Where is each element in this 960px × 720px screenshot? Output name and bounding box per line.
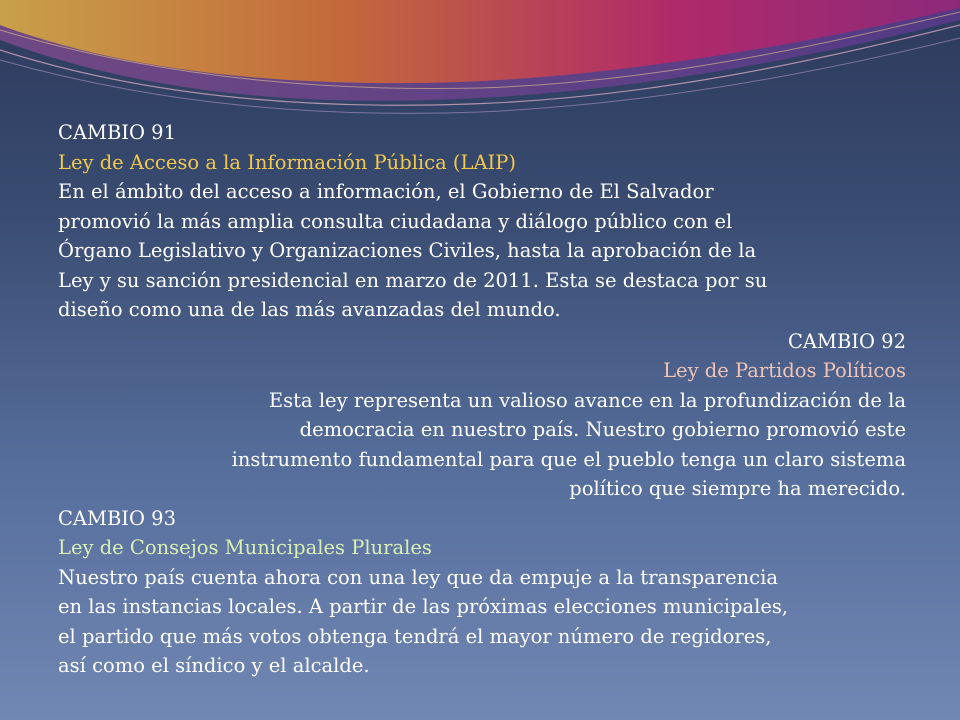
- cambio-93-heading: CAMBIO 93: [58, 506, 176, 530]
- slide-content: [58, 118, 906, 681]
- cambio-92-line: instrumento fundamental para que el pueblo tenga un claro sistema: [231, 447, 906, 471]
- cambio-91-heading: CAMBIO 91: [58, 121, 176, 144]
- cambio-93-block: [58, 504, 906, 681]
- cambio-92-line: Esta ley representa un valioso avance en la profundización de la: [268, 388, 906, 412]
- cambio-92-line: democracia en nuestro país. Nuestro gobierno promovió este: [299, 418, 906, 441]
- cambio-91-line: En el ámbito del acceso a información, el Gobierno de El Salvador: [58, 180, 714, 203]
- cambio-92-heading: CAMBIO 92: [788, 329, 906, 353]
- cambio-91-line: Órgano Legislativo y Organizaciones Civiles, hasta la aprobación de la: [58, 239, 757, 262]
- cambio-93-line: Nuestro país cuenta ahora con una ley que da empuje a la transparencia: [58, 565, 778, 589]
- decorative-wave-banner: [0, 0, 960, 130]
- cambio-92-block: [58, 327, 906, 504]
- cambio-91-line: Ley y su sanción presidencial en marzo de 2011. Esta se destaca por su: [58, 268, 768, 292]
- cambio-91-line: promovió la más amplia consulta ciudadana y diálogo público con el: [58, 209, 733, 233]
- cambio-91-block: [58, 118, 906, 325]
- cambio-92-line: político que siempre ha merecido.: [569, 477, 906, 500]
- cambio-93-title: Ley de Consejos Municipales Plurales: [58, 536, 432, 559]
- cambio-93-line: en las instancias locales. A partir de las próximas elecciones municipales,: [58, 595, 789, 618]
- cambio-91-line: diseño como una de las más avanzadas del mundo.: [58, 298, 561, 321]
- cambio-92-title: Ley de Partidos Políticos: [663, 359, 906, 382]
- cambio-91-title: Ley de Acceso a la Información Pública (LAIP): [58, 150, 516, 174]
- cambio-93-line: el partido que más votos obtenga tendrá el mayor número de regidores,: [58, 624, 772, 648]
- cambio-93-line: así como el síndico y el alcalde.: [58, 654, 370, 677]
